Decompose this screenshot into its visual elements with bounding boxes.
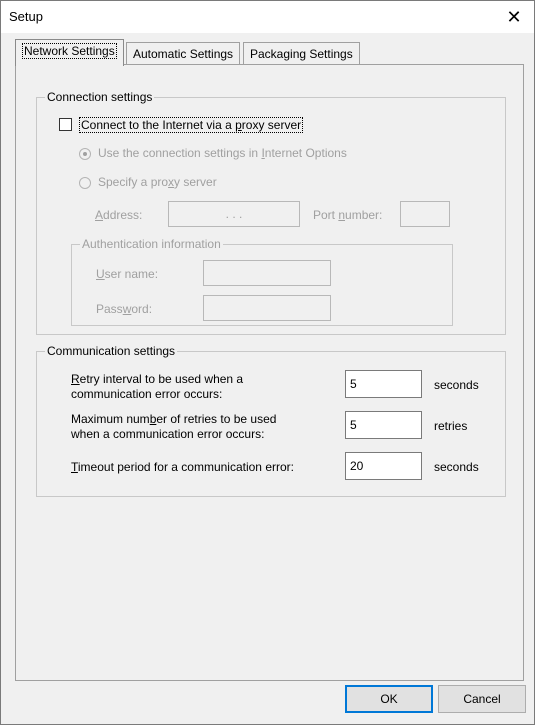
proxy-checkbox-label (79, 118, 303, 132)
connection-settings-legend: Connection settings (47, 90, 153, 104)
label-part: ddress: (103, 208, 143, 222)
radio-internet-options-label (98, 146, 347, 160)
close-icon[interactable]: ✕ (506, 6, 522, 27)
timeout-input[interactable]: 20 (345, 452, 422, 480)
label-line (71, 412, 276, 427)
label-part: nternet Options (264, 146, 347, 160)
max-retries-unit: retries (434, 419, 468, 433)
window-title: Setup (9, 9, 43, 24)
label-part: w (122, 302, 132, 316)
label-part: I (261, 146, 265, 160)
proxy-checkbox[interactable] (59, 118, 72, 131)
communication-settings-group (36, 344, 506, 497)
label-line (71, 372, 243, 387)
authentication-legend: Authentication information (82, 237, 221, 251)
tab-label: Packaging Settings (250, 47, 353, 61)
tab-label: Automatic Settings (133, 47, 234, 61)
timeout-unit: seconds (434, 460, 479, 474)
tab-packaging-settings[interactable] (243, 42, 360, 66)
password-label (96, 302, 152, 316)
retry-interval-label (71, 372, 243, 402)
label-part: roxy server (241, 118, 302, 132)
port-number-field[interactable] (400, 201, 450, 227)
address-field[interactable]: . . . (168, 201, 300, 227)
address-label (95, 208, 142, 222)
label-part: p (235, 118, 242, 132)
label-part: Use the connection settings in (98, 146, 262, 160)
retry-interval-unit: seconds (434, 378, 479, 392)
cancel-button[interactable]: Cancel (438, 685, 526, 713)
label-part: etry interval to be used when a (79, 372, 244, 386)
label-part: Specify a pro (98, 175, 169, 189)
max-retries-label (71, 412, 276, 442)
retry-interval-input[interactable]: 5 (345, 370, 422, 398)
label-part: er of retries to be used (156, 412, 277, 426)
timeout-label (71, 460, 294, 474)
label-part: Pass (96, 302, 123, 316)
radio-internet-options[interactable] (79, 148, 91, 160)
tab-label: Network Settings (24, 44, 115, 58)
radio-specify-proxy[interactable] (79, 177, 91, 189)
label-part: A (95, 208, 104, 222)
ok-button[interactable]: OK (345, 685, 433, 713)
radio-specify-proxy-label (98, 175, 217, 189)
label-part: b (149, 412, 157, 426)
label-part: ser name: (104, 267, 159, 281)
title-bar (1, 1, 534, 33)
label-part: ord: (131, 302, 153, 316)
label-part: R (71, 372, 80, 386)
label-part: n (338, 208, 346, 222)
label-line: communication error occurs: (71, 387, 223, 401)
label-part: x (168, 175, 175, 189)
label-part: U (96, 267, 105, 281)
port-number-label (313, 208, 382, 222)
label-part: Maximum num (71, 412, 150, 426)
label-part: Connect to the Internet via a (81, 118, 236, 132)
tab-automatic-settings[interactable] (126, 42, 240, 66)
label-part: umber: (345, 208, 383, 222)
connection-settings-group (36, 90, 506, 335)
tab-network-settings[interactable] (15, 39, 124, 66)
communication-settings-legend: Communication settings (47, 344, 176, 358)
password-field[interactable] (203, 295, 331, 321)
label-part: Port (313, 208, 339, 222)
max-retries-input[interactable]: 5 (345, 411, 422, 439)
network-settings-panel (15, 64, 524, 681)
label-part: imeout period for a communication error: (77, 460, 294, 474)
label-part: y server (174, 175, 217, 189)
authentication-group (71, 237, 453, 326)
username-label (96, 267, 158, 281)
username-field[interactable] (203, 260, 331, 286)
label-line: when a communication error occurs: (71, 427, 265, 441)
label-part: T (71, 460, 78, 474)
